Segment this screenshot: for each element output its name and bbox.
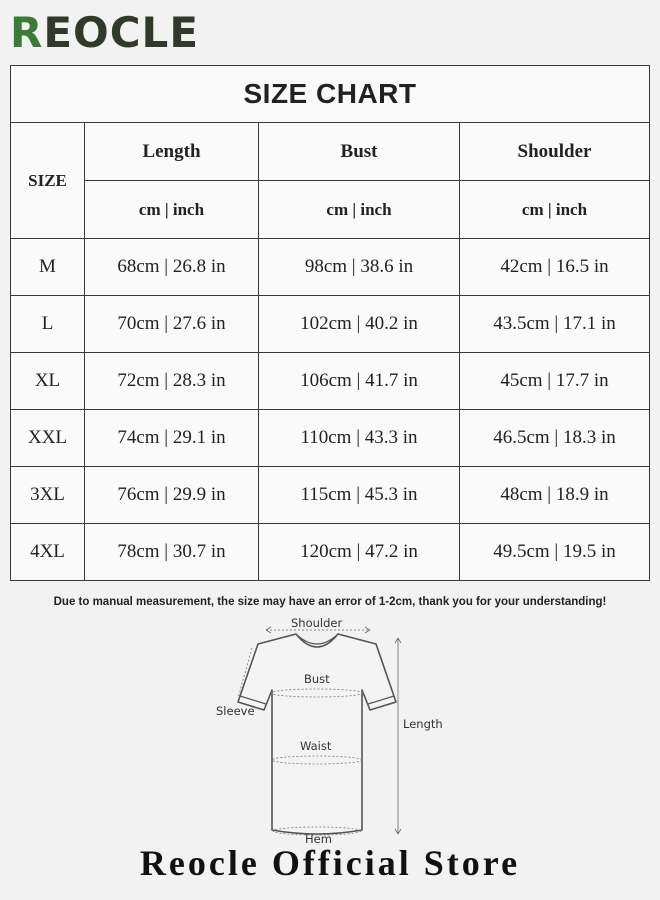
shoulder-label: Shoulder [291, 616, 343, 630]
bust-cell: 98cm | 38.6 in [259, 239, 460, 296]
table-row [11, 410, 650, 467]
tshirt-outline-icon [200, 612, 460, 852]
shoulder-cell: 46.5cm | 18.3 in [460, 410, 650, 467]
size-cell: M [11, 239, 85, 296]
bust-cell: 110cm | 43.3 in [259, 410, 460, 467]
bust-unit-label: cm | inch [259, 181, 460, 239]
size-column-header: SIZE [11, 123, 85, 239]
bust-cell: 115cm | 45.3 in [259, 467, 460, 524]
table-row [11, 524, 650, 581]
size-chart-title: SIZE CHART [11, 66, 650, 123]
length-cell: 72cm | 28.3 in [85, 353, 259, 410]
length-cell: 74cm | 29.1 in [85, 410, 259, 467]
shoulder-column-header: Shoulder [460, 123, 650, 181]
table-row [11, 353, 650, 410]
hem-label: Hem [305, 832, 332, 846]
length-cell: 76cm | 29.9 in [85, 467, 259, 524]
logo-first-letter: R [10, 8, 44, 57]
shoulder-cell: 43.5cm | 17.1 in [460, 296, 650, 353]
table-row [11, 296, 650, 353]
brand-logo [10, 8, 199, 57]
size-cell: 3XL [11, 467, 85, 524]
bust-cell: 120cm | 47.2 in [259, 524, 460, 581]
tshirt-measurement-diagram [200, 612, 460, 852]
size-cell: L [11, 296, 85, 353]
shoulder-unit-label: cm | inch [460, 181, 650, 239]
sleeve-label: Sleeve [216, 704, 255, 718]
shoulder-cell: 48cm | 18.9 in [460, 467, 650, 524]
bust-label: Bust [304, 672, 330, 686]
length-column-header: Length [85, 123, 259, 181]
table-row [11, 467, 650, 524]
waist-label: Waist [300, 739, 332, 753]
measurement-note: Due to manual measurement, the size may have an error of 1-2cm, thank you for your understanding! [53, 596, 607, 608]
size-cell: XL [11, 353, 85, 410]
length-cell: 68cm | 26.8 in [85, 239, 259, 296]
shoulder-cell: 49.5cm | 19.5 in [460, 524, 650, 581]
length-cell: 78cm | 30.7 in [85, 524, 259, 581]
length-unit-label: cm | inch [85, 181, 259, 239]
store-name: Reocle Official Store [139, 843, 521, 883]
table-row [11, 239, 650, 296]
length-cell: 70cm | 27.6 in [85, 296, 259, 353]
bust-column-header: Bust [259, 123, 460, 181]
length-label: Length [403, 717, 443, 731]
shoulder-cell: 42cm | 16.5 in [460, 239, 650, 296]
bust-cell: 102cm | 40.2 in [259, 296, 460, 353]
size-cell: 4XL [11, 524, 85, 581]
size-cell: XXL [11, 410, 85, 467]
logo-rest: EOCLE [43, 8, 200, 57]
size-chart-table [10, 65, 650, 581]
bust-cell: 106cm | 41.7 in [259, 353, 460, 410]
shoulder-cell: 45cm | 17.7 in [460, 353, 650, 410]
